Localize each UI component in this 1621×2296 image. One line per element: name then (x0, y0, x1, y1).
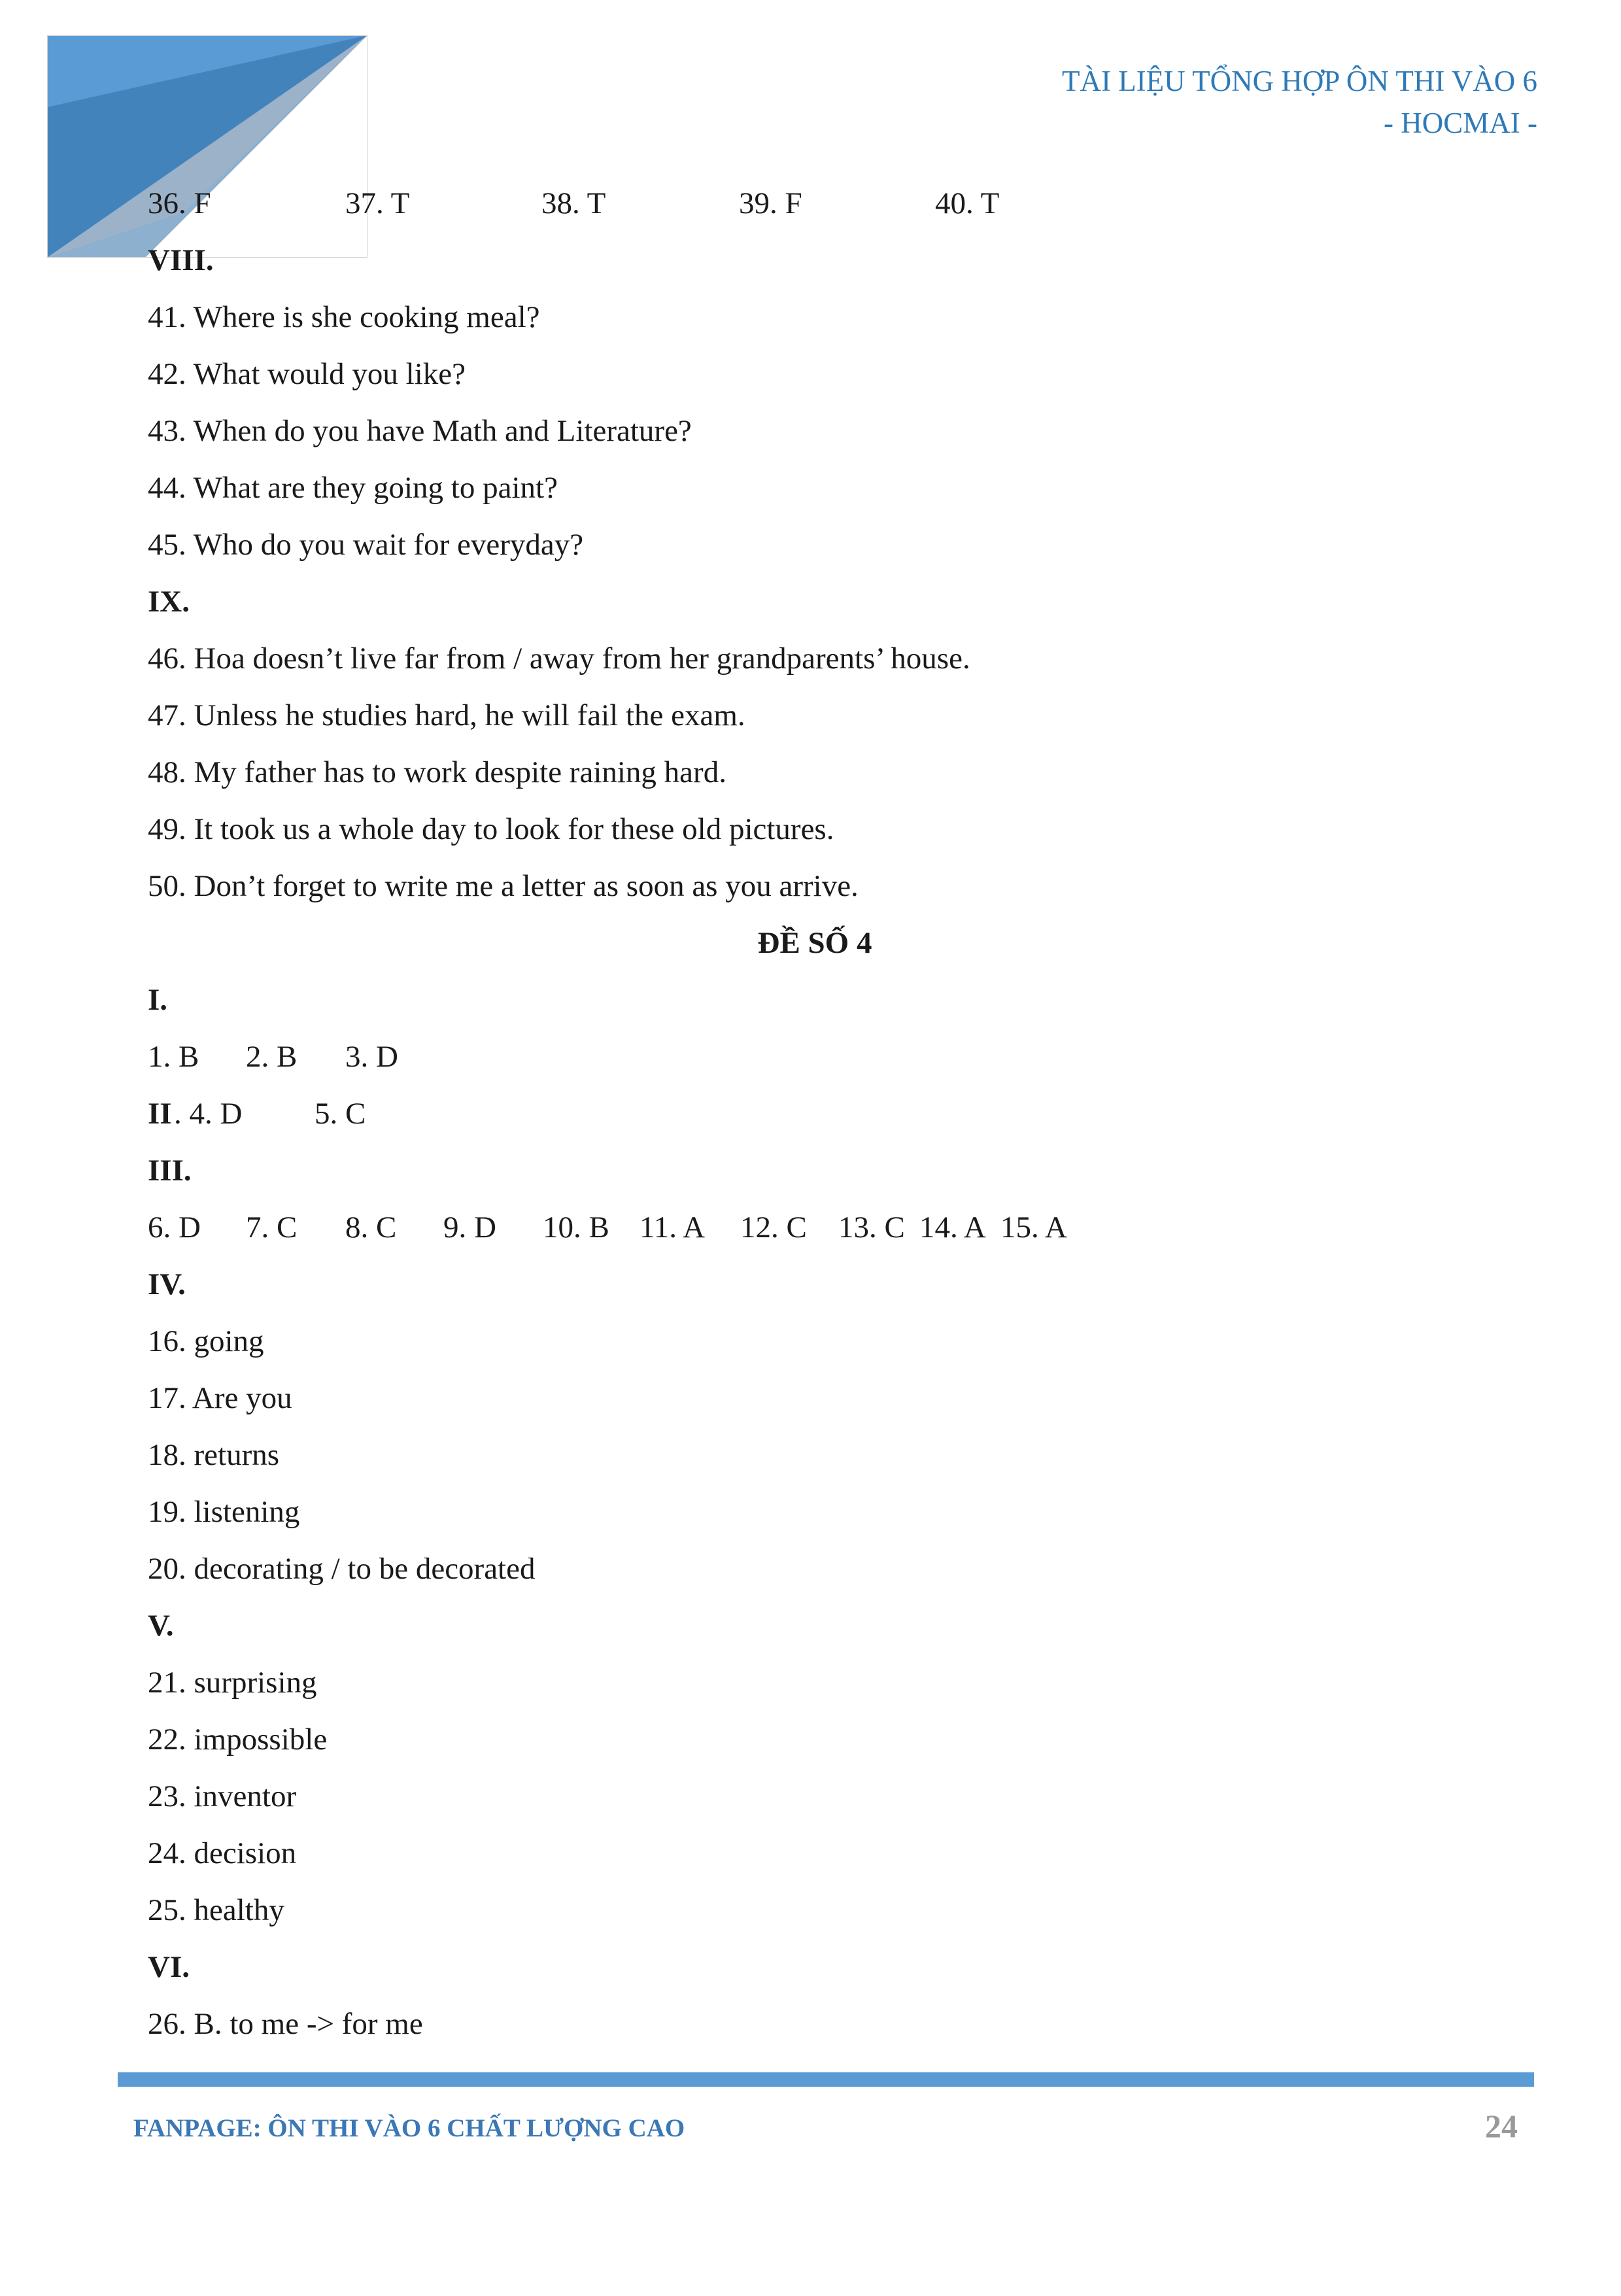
list-item: 20. decorating / to be decorated (148, 1552, 536, 1586)
section-heading-vi: VI. (148, 1950, 190, 1984)
answer-15: 15. A (1000, 1210, 1067, 1244)
answer-38: 38. T (541, 186, 606, 220)
section-heading-iii: III. (148, 1154, 192, 1188)
test-title: ĐỀ SỐ 4 (757, 926, 872, 960)
list-item: 43. When do you have Math and Literature? (148, 414, 692, 448)
list-item: 48. My father has to work despite raining hard. (148, 755, 726, 789)
list-item: 50. Don’t forget to write me a letter as soon as you arrive. (148, 869, 859, 903)
answer-11: 11. A (640, 1210, 706, 1244)
section-heading-ix: IX. (148, 585, 190, 619)
answer-8: 8. C (345, 1210, 397, 1244)
answer-36: 36. F (148, 186, 211, 220)
answer-9: 9. D (443, 1210, 496, 1244)
list-item: 47. Unless he studies hard, he will fail the exam. (148, 698, 745, 732)
footer-fanpage: FANPAGE: ÔN THI VÀO 6 CHẤT LƯỢNG CAO (133, 2114, 685, 2142)
list-item: 42. What would you like? (148, 357, 466, 391)
list-item: 41. Where is she cooking meal? (148, 300, 540, 334)
list-item: 45. Who do you wait for everyday? (148, 528, 584, 562)
list-item: 26. B. to me -> for me (148, 2007, 423, 2041)
list-item: 44. What are they going to paint? (148, 471, 558, 505)
answer-3: 3. D (345, 1040, 398, 1074)
answer-1: 1. B (148, 1040, 199, 1074)
page-number: 24 (1485, 2108, 1518, 2144)
list-item: 21. surprising (148, 1666, 317, 1700)
answer-13: 13. C (838, 1210, 905, 1244)
answers-row-i (148, 1029, 1541, 1086)
list-item: 25. healthy (148, 1893, 284, 1927)
answer-7: 7. C (246, 1210, 298, 1244)
answer-6: 6. D (148, 1210, 201, 1244)
answers-row-iii (148, 1199, 1541, 1256)
header-subtitle: - HOCMAI - (1384, 107, 1537, 139)
list-item: 19. listening (148, 1495, 300, 1529)
answer-37: 37. T (345, 186, 410, 220)
list-item: 49. It took us a whole day to look for these old pictures. (148, 812, 834, 846)
answer-key-content (148, 175, 1541, 2053)
page-header (1062, 60, 1537, 144)
header-title: TÀI LIỆU TỔNG HỢP ÔN THI VÀO 6 (1061, 65, 1537, 97)
answers-row-ii (148, 1086, 1541, 1142)
section-heading-iv: IV. (148, 1267, 186, 1301)
footer-divider (118, 2072, 1534, 2087)
list-item: 17. Are you (148, 1381, 292, 1415)
section-heading-i: I. (148, 983, 168, 1017)
answer-12: 12. C (740, 1210, 807, 1244)
answers-row-36-40 (148, 175, 1541, 232)
list-item: 23. inventor (148, 1779, 297, 1813)
answer-5: 5. C (315, 1097, 366, 1131)
list-item: 16. going (148, 1324, 264, 1358)
answer-10: 10. B (543, 1210, 609, 1244)
answer-4: . 4. D (174, 1097, 243, 1131)
list-item: 46. Hoa doesn’t live far from / away from her grandparents’ house. (148, 642, 970, 676)
answer-39: 39. F (739, 186, 802, 220)
answer-40: 40. T (935, 186, 1000, 220)
list-item: 18. returns (148, 1438, 280, 1472)
section-heading-ii: II (148, 1097, 172, 1131)
answer-14: 14. A (919, 1210, 986, 1244)
list-item: 22. impossible (148, 1722, 328, 1756)
list-item: 24. decision (148, 1836, 297, 1870)
answer-2: 2. B (246, 1040, 298, 1074)
section-heading-viii: VIII. (148, 243, 214, 277)
section-heading-v: V. (148, 1609, 174, 1643)
